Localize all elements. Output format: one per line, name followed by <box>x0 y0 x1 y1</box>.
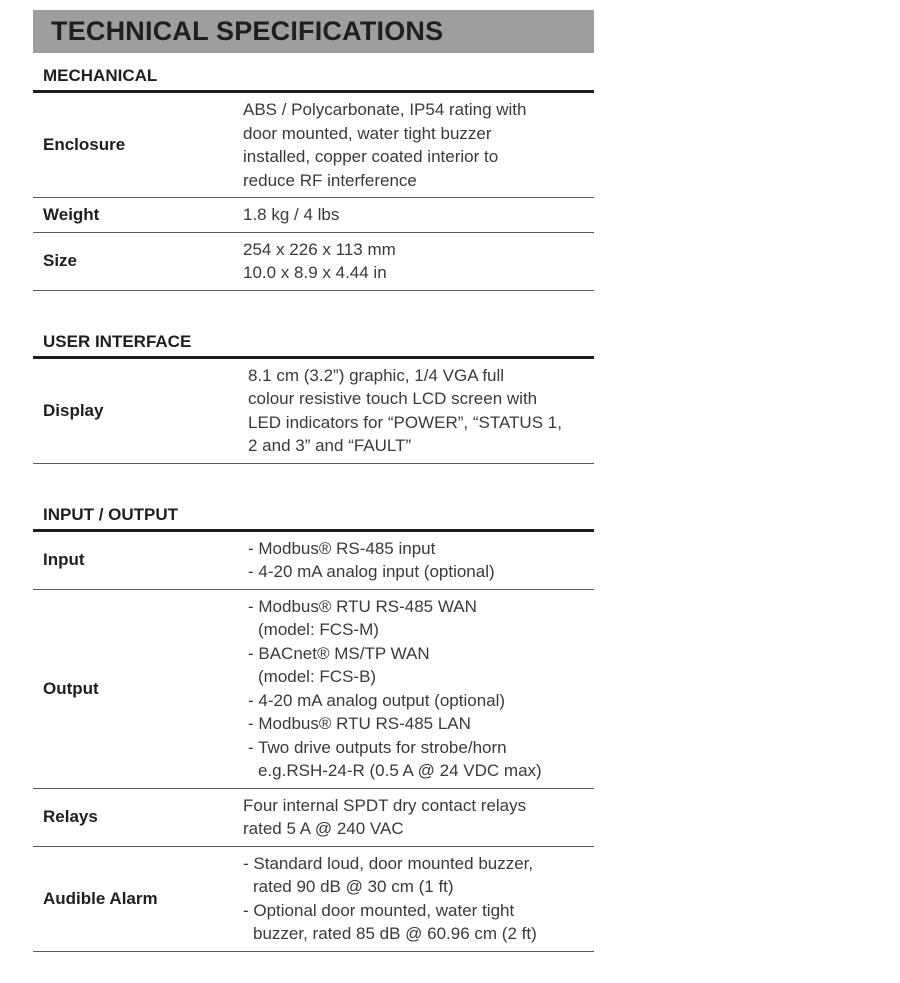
spec-value <box>233 846 594 951</box>
spec-key: Enclosure <box>33 92 233 198</box>
table-row <box>33 589 594 788</box>
spec-value <box>233 232 594 290</box>
value-line: 254 x 226 x 113 mm <box>243 239 396 259</box>
table-row <box>33 198 594 233</box>
table-row <box>33 788 594 846</box>
table-row <box>33 357 594 463</box>
value-line: 10.0 x 8.9 x 4.44 in <box>243 263 387 282</box>
value-line: - Two drive outputs for strobe/horn <box>248 737 507 757</box>
mechanical-table <box>33 90 594 291</box>
spec-key: Size <box>33 232 233 290</box>
section-label-user-interface: USER INTERFACE <box>43 331 192 351</box>
value-line: - Modbus® RS-485 input <box>248 538 436 558</box>
value-line: installed, copper coated interior to <box>243 147 499 166</box>
value-line: - Optional door mounted, water tight <box>243 900 515 920</box>
spec-key: Display <box>33 357 233 463</box>
spec-value <box>233 589 594 788</box>
spec-value <box>233 357 594 463</box>
table-row <box>33 846 594 951</box>
spec-value <box>233 788 594 846</box>
value-line: door mounted, water tight buzzer <box>243 123 492 143</box>
table-row <box>33 530 594 589</box>
spec-key: Weight <box>33 198 233 233</box>
value-line: rated 5 A @ 240 VAC <box>243 819 404 838</box>
input-output-table <box>33 529 594 952</box>
spec-value <box>233 198 594 233</box>
spec-value <box>233 92 594 198</box>
user-interface-table <box>33 356 594 464</box>
table-row <box>33 232 594 290</box>
table-row <box>33 92 594 198</box>
page-title: TECHNICAL SPECIFICATIONS <box>33 10 594 53</box>
value-line: LED indicators for “POWER”, “STATUS 1, <box>248 412 562 432</box>
value-line: e.g.RSH-24-R (0.5 A @ 24 VDC max) <box>258 761 542 780</box>
spec-key: Input <box>33 530 233 589</box>
value-line: - 4-20 mA analog output (optional) <box>248 690 506 710</box>
value-line: - Standard loud, door mounted buzzer, <box>243 853 534 873</box>
value-line: ABS / Polycarbonate, IP54 rating with <box>243 100 527 119</box>
value-line: buzzer, rated 85 dB @ 60.96 cm (2 ft) <box>253 924 537 943</box>
value-line: rated 90 dB @ 30 cm (1 ft) <box>253 877 454 896</box>
spec-key: Audible Alarm <box>33 846 233 951</box>
value-line: 1.8 kg / 4 lbs <box>243 205 340 224</box>
value-line: - Modbus® RTU RS-485 LAN <box>248 714 471 733</box>
value-line: (model: FCS-M) <box>258 620 379 639</box>
value-line: (model: FCS-B) <box>258 667 377 686</box>
value-line: 2 and 3” and “FAULT” <box>248 436 412 455</box>
section-label-mechanical: MECHANICAL <box>43 66 158 85</box>
spec-key: Output <box>33 589 233 788</box>
spec-sheet <box>33 10 594 952</box>
value-line: - Modbus® RTU RS-485 WAN <box>248 596 477 616</box>
value-line: colour resistive touch LCD screen with <box>248 389 538 408</box>
spec-key: Relays <box>33 788 233 846</box>
value-line: reduce RF interference <box>243 170 417 190</box>
value-line: Four internal SPDT dry contact relays <box>243 795 527 815</box>
spec-value <box>233 530 594 589</box>
value-line: - 4-20 mA analog input (optional) <box>248 562 495 581</box>
value-line: - BACnet® MS/TP WAN <box>248 643 430 663</box>
section-label-input-output: INPUT / OUTPUT <box>43 504 179 524</box>
value-line: 8.1 cm (3.2”) graphic, 1/4 VGA full <box>248 365 505 385</box>
